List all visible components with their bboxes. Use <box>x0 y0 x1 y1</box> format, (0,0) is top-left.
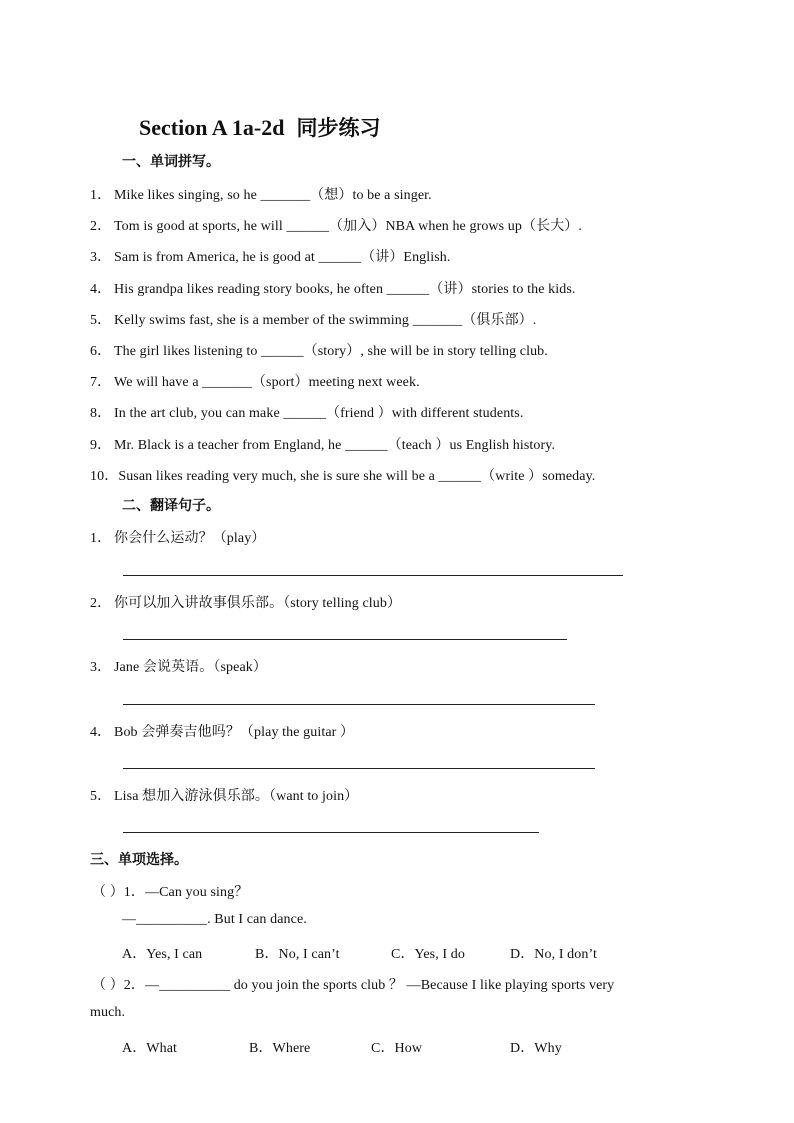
answer-line[interactable] <box>123 575 623 576</box>
part2-item: 5． Lisa 想加入游泳俱乐部。（want to join） <box>90 789 359 804</box>
title-chinese: 同步练习 <box>296 116 381 140</box>
part1-item: 2． Tom is good at sports, he will ______（加入）NBA when he grows up（长大）. <box>90 219 582 234</box>
answer-line[interactable] <box>123 704 595 705</box>
mc-question-2: （ ）2．—__________ do you join the sports club ？ —Because I like playing sports very <box>92 978 615 993</box>
part1-item: 8． In the art club, you can make ______（friend ）with different students. <box>90 406 524 421</box>
mc-option-c[interactable]: C．Yes, I do <box>391 947 465 962</box>
part2-item: 1． 你会什么运动？（play） <box>90 531 266 546</box>
mc-option-c[interactable]: C．How <box>371 1041 423 1056</box>
part2-item: 3． Jane 会说英语。（speak） <box>90 660 267 675</box>
part1-item: 4． His grandpa likes reading story books, he often ______（讲）stories to the kids. <box>90 282 576 297</box>
part2-item: 4． Bob 会弹奏吉他吗？（play the guitar ） <box>90 725 355 740</box>
mc-option-a[interactable]: A．Yes, I can <box>122 947 203 962</box>
mc-answer-line: —__________. But I can dance. <box>122 912 307 927</box>
answer-line[interactable] <box>123 768 595 769</box>
page-title <box>139 112 380 142</box>
part1-item: 6． The girl likes listening to ______（story）, she will be in story telling club. <box>90 344 548 359</box>
mc-option-a[interactable]: A．What <box>122 1041 178 1056</box>
mc-option-d[interactable]: D．No, I don’t <box>510 947 597 962</box>
part2-heading: 二、翻译句子。 <box>122 498 220 514</box>
mc-option-b[interactable]: B．No, I can’t <box>255 947 340 962</box>
part1-item: 10．Susan likes reading very much, she is sure she will be a ______（write ）someday. <box>90 469 596 484</box>
title-english: Section A 1a-2d <box>139 115 285 140</box>
answer-line[interactable] <box>123 832 539 833</box>
part1-item: 5． Kelly swims fast, she is a member of the swimming _______（俱乐部）. <box>90 313 537 328</box>
part1-item: 7． We will have a _______（sport）meeting next week. <box>90 375 420 390</box>
mc-option-d[interactable]: D．Why <box>510 1041 562 1056</box>
part1-item: 1． Mike likes singing, so he _______（想）to be a singer. <box>90 188 432 203</box>
part1-heading: 一、单词拼写。 <box>122 154 220 170</box>
mc-question-1: （ ）1．—Can you sing？ <box>92 885 249 900</box>
part1-item: 9． Mr. Black is a teacher from England, he ______（teach ）us English history. <box>90 438 556 453</box>
mc-option-b[interactable]: B．Where <box>249 1041 311 1056</box>
part3-heading: 三、单项选择。 <box>90 852 188 868</box>
answer-line[interactable] <box>123 639 567 640</box>
mc-question-2-continuation: much. <box>90 1005 126 1020</box>
part1-item: 3． Sam is from America, he is good at ______（讲）English. <box>90 250 451 265</box>
part2-item: 2． 你可以加入讲故事俱乐部。（story telling club） <box>90 596 402 611</box>
